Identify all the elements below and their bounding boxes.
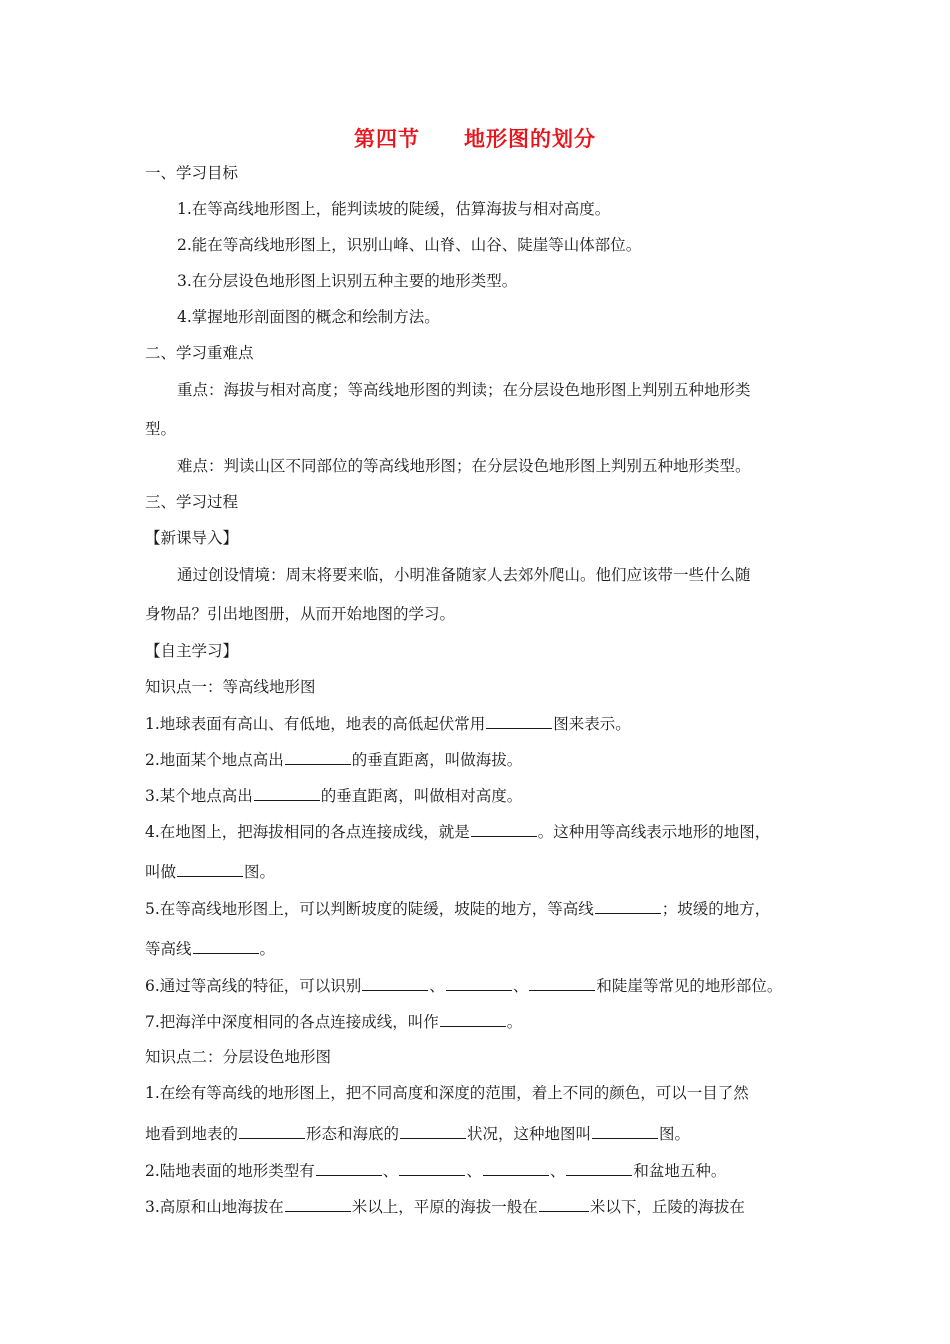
question-k1-5-cont: 等高线 。	[145, 940, 276, 958]
answer-blank[interactable]	[529, 975, 595, 991]
intro-label: 【新课导入】	[145, 529, 239, 547]
objective-item: 3.在分层设色地形图上识别五种主要的地形类型。	[177, 272, 518, 290]
answer-blank[interactable]	[193, 938, 259, 954]
question-k2-2: 2.陆地表面的地形类型有 、 、 、 和盆地五种。	[145, 1162, 727, 1180]
question-k1-7: 7.把海洋中深度相同的各点连接成线，叫作 。	[145, 1013, 523, 1031]
answer-blank[interactable]	[539, 1196, 589, 1212]
answer-blank[interactable]	[471, 821, 537, 837]
difficult-point-text: 难点：判读山区不同部位的等高线地形图；在分层设色地形图上判别五种地形类型。	[177, 457, 751, 475]
answer-blank[interactable]	[566, 1160, 632, 1176]
self-study-label: 【自主学习】	[145, 642, 239, 660]
answer-blank[interactable]	[486, 713, 552, 729]
answer-blank[interactable]	[399, 1160, 465, 1176]
question-k1-3: 3.某个地点高出 的垂直距离，叫做相对高度。	[145, 787, 523, 805]
answer-blank[interactable]	[285, 1196, 351, 1212]
answer-blank[interactable]	[446, 975, 512, 991]
answer-blank[interactable]	[177, 861, 243, 877]
answer-blank[interactable]	[440, 1011, 506, 1027]
knowledge-point-2-heading: 知识点二：分层设色地形图	[145, 1048, 332, 1066]
objective-item: 4.掌握地形剖面图的概念和绘制方法。	[177, 308, 440, 326]
question-k2-1-cont: 地看到地表的 形态和海底的 状况，这种地图叫 图。	[145, 1125, 691, 1143]
question-k1-5: 5.在等高线地形图上，可以判断坡度的陡缓，坡陡的地方，等高线 ；坡缓的地方，	[145, 900, 771, 918]
knowledge-point-1-heading: 知识点一：等高线地形图	[145, 678, 316, 696]
answer-blank[interactable]	[316, 1160, 382, 1176]
page-title: 第四节 地形图的划分	[354, 127, 596, 151]
intro-text-cont: 身物品？引出地图册，从而开始地图的学习。	[145, 605, 456, 623]
question-k1-2: 2.地面某个地点高出 的垂直距离，叫做海拔。	[145, 751, 523, 769]
answer-blank[interactable]	[239, 1123, 305, 1139]
section-heading-key-points: 二、学习重难点	[145, 344, 254, 362]
key-point-text: 重点：海拔与相对高度；等高线地形图的判读；在分层设色地形图上判别五种地形类	[177, 381, 751, 399]
key-point-text-cont: 型。	[145, 420, 177, 438]
section-heading-objectives: 一、学习目标	[145, 164, 239, 182]
question-k1-4: 4.在地图上，把海拔相同的各点连接成线，就是 。这种用等高线表示地形的地图，	[145, 823, 771, 841]
answer-blank[interactable]	[254, 785, 320, 801]
section-heading-process: 三、学习过程	[145, 493, 239, 511]
answer-blank[interactable]	[285, 749, 351, 765]
answer-blank[interactable]	[595, 898, 661, 914]
answer-blank[interactable]	[362, 975, 428, 991]
question-k1-1: 1.地球表面有高山、有低地，地表的高低起伏常用 图来表示。	[145, 715, 631, 733]
question-k1-4-cont: 叫做 图。	[145, 863, 276, 881]
objective-item: 2.能在等高线地形图上，识别山峰、山脊、山谷、陡崖等山体部位。	[177, 236, 642, 254]
answer-blank[interactable]	[400, 1123, 466, 1139]
objective-item: 1.在等高线地形图上，能判读坡的陡缓，估算海拔与相对高度。	[177, 200, 611, 218]
answer-blank[interactable]	[592, 1123, 658, 1139]
question-k2-1: 1.在绘有等高线的地形图上，把不同高度和深度的范围，着上不同的颜色，可以一目了然	[145, 1084, 749, 1102]
question-k2-3: 3.高原和山地海拔在 米以上，平原的海拔一般在 米以下，丘陵的海拔在	[145, 1198, 745, 1216]
answer-blank[interactable]	[483, 1160, 549, 1176]
question-k1-6: 6.通过等高线的特征，可以识别 、 、 和陡崖等常见的地形部位。	[145, 977, 783, 995]
intro-text: 通过创设情境：周末将要来临，小明准备随家人去郊外爬山。他们应该带一些什么随	[177, 566, 751, 584]
